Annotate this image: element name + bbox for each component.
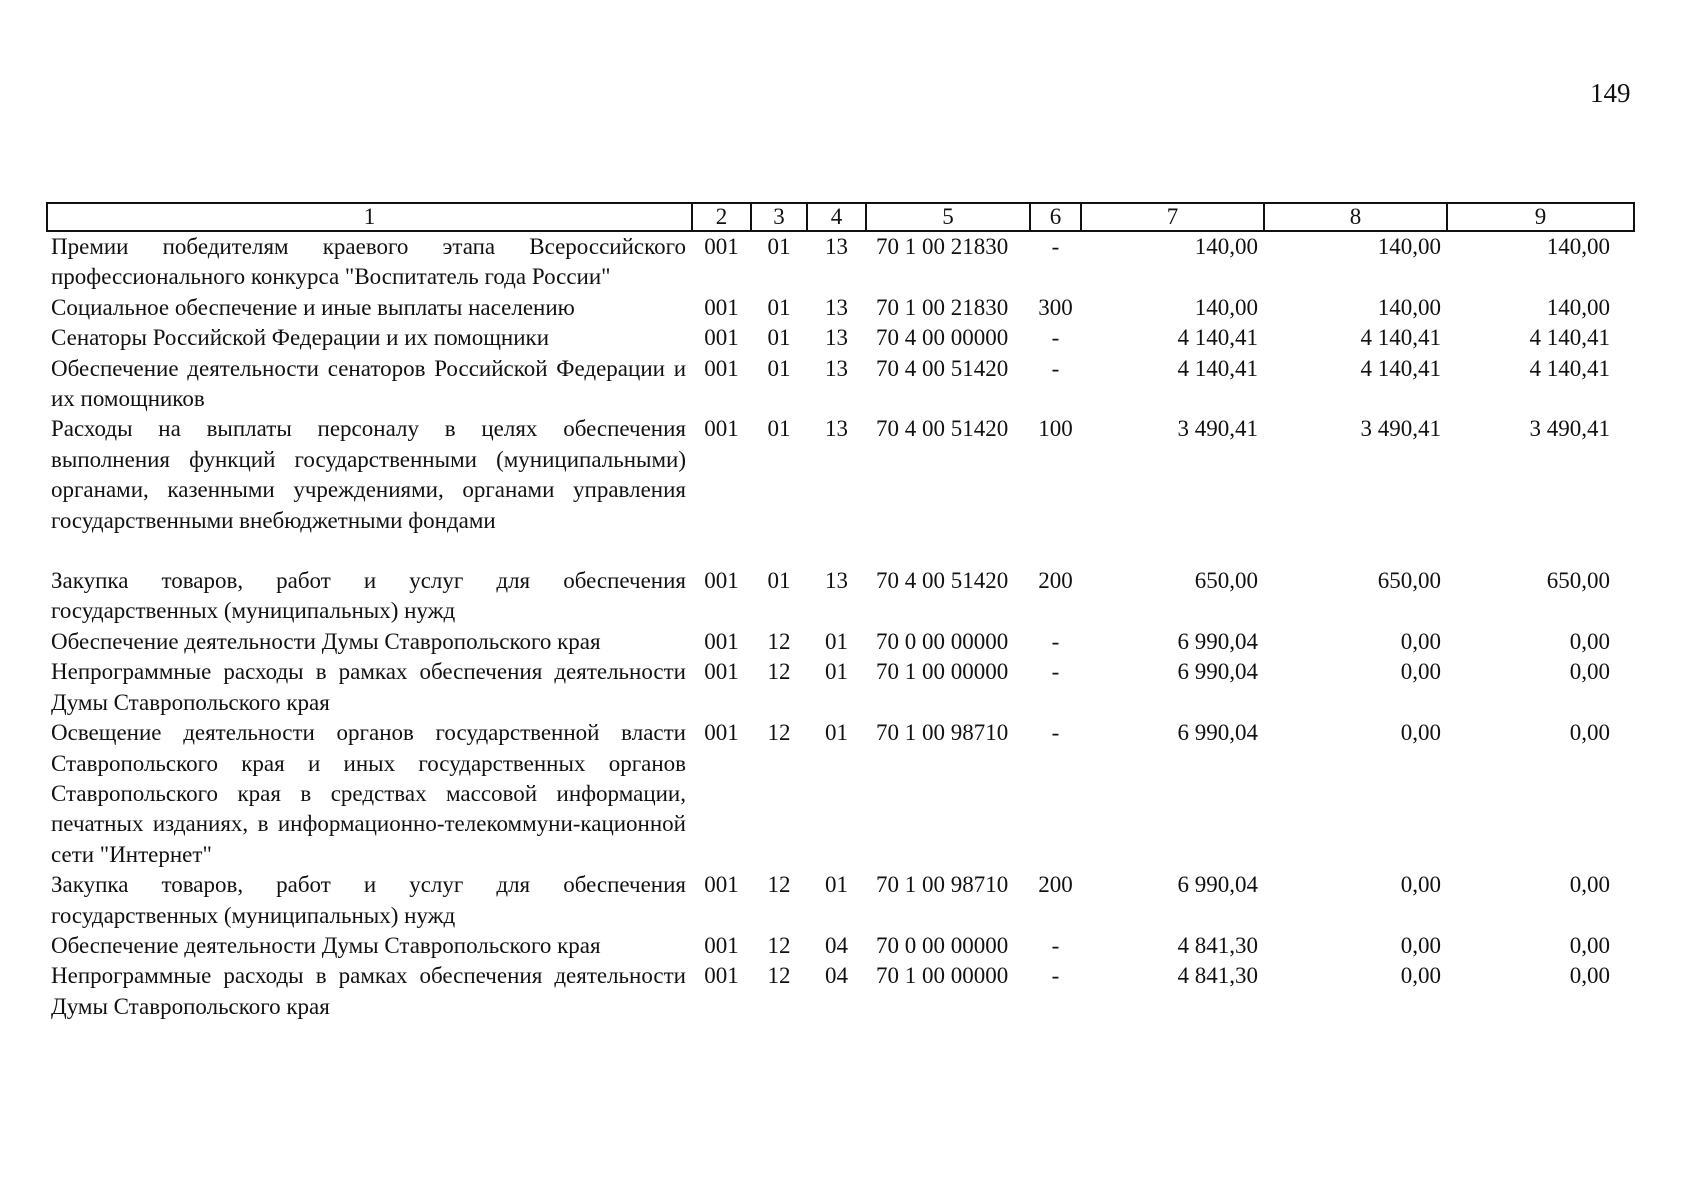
row-amount-col-8: 0,00 bbox=[1400, 932, 1441, 958]
row-amount-col-8: 4 140,41 bbox=[1360, 355, 1441, 381]
row-expense-type-code: - bbox=[1051, 659, 1060, 685]
row-description: Расходы на выплаты персоналу в целях обеспечения выполнения функций государственными (муниципальными) органами, казенными учреждениями, органами управления государственными внебюджетными фондами bbox=[51, 416, 686, 533]
row-amount-col-8: 0,00 bbox=[1400, 872, 1441, 898]
row-amount-col-9: 140,00 bbox=[1546, 234, 1610, 259]
row-amount-col-9: 0,00 bbox=[1569, 872, 1610, 898]
row-amount-col-8: 3 490,41 bbox=[1360, 416, 1441, 442]
row-subsection-code: 13 bbox=[825, 568, 848, 594]
row-expense-type-code: - bbox=[1051, 932, 1060, 958]
row-amount-col-7: 4 841,30 bbox=[1177, 963, 1258, 989]
row-amount-col-7: 4 841,30 bbox=[1177, 932, 1258, 958]
row-target-article-code: 70 0 00 00000 bbox=[876, 628, 1009, 654]
row-subsection-code: 13 bbox=[825, 294, 848, 320]
row-expense-type-code: 200 bbox=[1038, 872, 1073, 898]
table-row bbox=[47, 961, 1634, 1022]
row-section-code: 01 bbox=[767, 568, 791, 594]
row-ministry-code: 001 bbox=[704, 628, 739, 654]
header-col-5: 5 bbox=[866, 203, 1030, 231]
row-ministry-code: 001 bbox=[704, 568, 739, 594]
row-amount-col-7: 6 990,04 bbox=[1177, 872, 1258, 898]
row-description: Непрограммные расходы в рамках обеспечения деятельности Думы Ставропольского края bbox=[51, 659, 686, 715]
table-row bbox=[47, 931, 1634, 961]
row-amount-col-7: 6 990,04 bbox=[1177, 659, 1258, 685]
header-col-1: 1 bbox=[47, 203, 692, 231]
row-section-code: 12 bbox=[767, 872, 791, 898]
row-target-article-code: 70 4 00 51420 bbox=[876, 355, 1009, 381]
row-subsection-code: 13 bbox=[825, 325, 848, 351]
row-expense-type-code: - bbox=[1051, 234, 1060, 259]
row-ministry-code: 001 bbox=[704, 659, 739, 685]
row-subsection-code: 01 bbox=[825, 872, 848, 898]
row-target-article-code: 70 1 00 00000 bbox=[876, 963, 1009, 989]
row-section-code: 01 bbox=[767, 355, 791, 381]
row-amount-col-8: 4 140,41 bbox=[1360, 325, 1441, 351]
row-description: Обеспечение деятельности Думы Ставропольского края bbox=[51, 628, 601, 654]
row-target-article-code: 70 1 00 21830 bbox=[876, 234, 1009, 259]
table-body bbox=[47, 231, 1634, 1022]
row-subsection-code: 04 bbox=[825, 932, 848, 958]
table-row bbox=[47, 718, 1634, 870]
row-subsection-code: 04 bbox=[825, 963, 848, 989]
row-amount-col-9: 140,00 bbox=[1546, 294, 1610, 320]
row-amount-col-9: 4 140,41 bbox=[1529, 355, 1610, 381]
row-subsection-code: 13 bbox=[825, 416, 848, 442]
row-section-code: 12 bbox=[767, 659, 791, 685]
row-amount-col-7: 140,00 bbox=[1194, 294, 1258, 320]
row-section-code: 01 bbox=[767, 325, 791, 351]
row-ministry-code: 001 bbox=[704, 355, 739, 381]
row-amount-col-8: 0,00 bbox=[1400, 720, 1441, 746]
row-amount-col-7: 650,00 bbox=[1194, 568, 1258, 594]
row-subsection-code: 01 bbox=[825, 720, 848, 746]
row-description: Освещение деятельности органов государственной власти Ставропольского края и иных государственных органов Ставропольского края в средствах массовой информации, печатных изданиях, в информационно-телекоммуни-кационной сети "Интернет" bbox=[51, 720, 686, 867]
table-row bbox=[47, 657, 1634, 718]
row-expense-type-code: 200 bbox=[1038, 568, 1073, 594]
row-description: Обеспечение деятельности сенаторов Российской Федерации и их помощников bbox=[51, 355, 686, 412]
row-section-code: 01 bbox=[767, 234, 791, 259]
row-expense-type-code: 100 bbox=[1038, 416, 1073, 442]
table-row bbox=[47, 323, 1634, 353]
row-amount-col-8: 0,00 bbox=[1400, 628, 1441, 654]
header-col-3: 3 bbox=[751, 203, 807, 231]
row-amount-col-7: 3 490,41 bbox=[1177, 416, 1258, 442]
row-subsection-code: 13 bbox=[825, 355, 848, 381]
row-ministry-code: 001 bbox=[704, 872, 739, 898]
row-amount-col-9: 0,00 bbox=[1569, 659, 1610, 685]
row-amount-col-7: 140,00 bbox=[1194, 234, 1258, 259]
row-amount-col-8: 0,00 bbox=[1400, 963, 1441, 989]
row-section-code: 01 bbox=[767, 416, 791, 442]
header-col-7: 7 bbox=[1081, 203, 1264, 231]
row-amount-col-9: 0,00 bbox=[1569, 628, 1610, 654]
table-header bbox=[47, 203, 1634, 231]
row-section-code: 12 bbox=[767, 963, 791, 989]
row-expense-type-code: - bbox=[1051, 963, 1060, 989]
row-expense-type-code: 300 bbox=[1038, 294, 1073, 320]
header-row bbox=[47, 203, 1634, 231]
row-amount-col-9: 0,00 bbox=[1569, 963, 1610, 989]
row-target-article-code: 70 0 00 00000 bbox=[876, 932, 1009, 958]
table-row bbox=[47, 293, 1634, 323]
row-expense-type-code: - bbox=[1051, 325, 1060, 351]
row-ministry-code: 001 bbox=[704, 234, 739, 259]
row-amount-col-9: 0,00 bbox=[1569, 720, 1610, 746]
row-description: Премии победителям краевого этапа Всероссийского профессионального конкурса "Воспитатель года России" bbox=[51, 234, 686, 290]
row-target-article-code: 70 1 00 00000 bbox=[876, 659, 1009, 685]
row-description: Социальное обеспечение и иные выплаты населению bbox=[51, 294, 575, 320]
row-target-article-code: 70 4 00 51420 bbox=[876, 416, 1009, 442]
row-amount-col-9: 4 140,41 bbox=[1529, 325, 1610, 351]
row-description: Сенаторы Российской Федерации и их помощники bbox=[51, 325, 550, 351]
row-amount-col-7: 4 140,41 bbox=[1177, 355, 1258, 381]
row-description: Обеспечение деятельности Думы Ставропольского края bbox=[51, 932, 601, 958]
table-row bbox=[47, 231, 1634, 293]
row-expense-type-code: - bbox=[1051, 720, 1060, 746]
row-amount-col-9: 650,00 bbox=[1546, 568, 1610, 594]
page-number: 149 bbox=[1590, 78, 1631, 108]
row-amount-col-7: 6 990,04 bbox=[1177, 720, 1258, 746]
row-ministry-code: 001 bbox=[704, 720, 739, 746]
header-col-9: 9 bbox=[1447, 203, 1634, 231]
row-subsection-code: 01 bbox=[825, 659, 848, 685]
row-section-code: 12 bbox=[767, 932, 791, 958]
row-amount-col-8: 140,00 bbox=[1377, 294, 1441, 320]
table-row bbox=[47, 414, 1634, 566]
row-description: Закупка товаров, работ и услуг для обеспечения государственных (муниципальных) нужд bbox=[51, 872, 686, 928]
header-col-8: 8 bbox=[1264, 203, 1447, 231]
budget-table bbox=[46, 202, 1635, 1022]
row-target-article-code: 70 1 00 98710 bbox=[876, 872, 1009, 898]
table-row bbox=[47, 627, 1634, 657]
row-amount-col-7: 4 140,41 bbox=[1177, 325, 1258, 351]
row-amount-col-8: 0,00 bbox=[1400, 659, 1441, 685]
row-subsection-code: 13 bbox=[825, 234, 848, 259]
row-ministry-code: 001 bbox=[704, 325, 739, 351]
header-col-4: 4 bbox=[807, 203, 866, 231]
row-section-code: 01 bbox=[767, 294, 791, 320]
row-target-article-code: 70 4 00 00000 bbox=[876, 325, 1009, 351]
row-ministry-code: 001 bbox=[704, 932, 739, 958]
table-row bbox=[47, 354, 1634, 415]
row-description: Закупка товаров, работ и услуг для обеспечения государственных (муниципальных) нужд bbox=[51, 568, 686, 624]
row-expense-type-code: - bbox=[1051, 628, 1060, 654]
row-target-article-code: 70 4 00 51420 bbox=[876, 568, 1009, 594]
row-amount-col-7: 6 990,04 bbox=[1177, 628, 1258, 654]
row-ministry-code: 001 bbox=[704, 294, 739, 320]
row-ministry-code: 001 bbox=[704, 416, 739, 442]
row-section-code: 12 bbox=[767, 720, 791, 746]
row-amount-col-9: 0,00 bbox=[1569, 932, 1610, 958]
row-description: Непрограммные расходы в рамках обеспечения деятельности Думы Ставропольского края bbox=[51, 963, 686, 1019]
header-col-6: 6 bbox=[1030, 203, 1081, 231]
row-ministry-code: 001 bbox=[704, 963, 739, 989]
table-row bbox=[47, 566, 1634, 627]
row-expense-type-code: - bbox=[1051, 355, 1060, 381]
row-target-article-code: 70 1 00 21830 bbox=[876, 294, 1009, 320]
row-subsection-code: 01 bbox=[825, 628, 848, 654]
row-amount-col-8: 140,00 bbox=[1377, 234, 1441, 259]
row-section-code: 12 bbox=[767, 628, 791, 654]
table-row bbox=[47, 870, 1634, 931]
row-target-article-code: 70 1 00 98710 bbox=[876, 720, 1009, 746]
row-amount-col-8: 650,00 bbox=[1377, 568, 1441, 594]
row-amount-col-9: 3 490,41 bbox=[1529, 416, 1610, 442]
header-col-2: 2 bbox=[692, 203, 751, 231]
